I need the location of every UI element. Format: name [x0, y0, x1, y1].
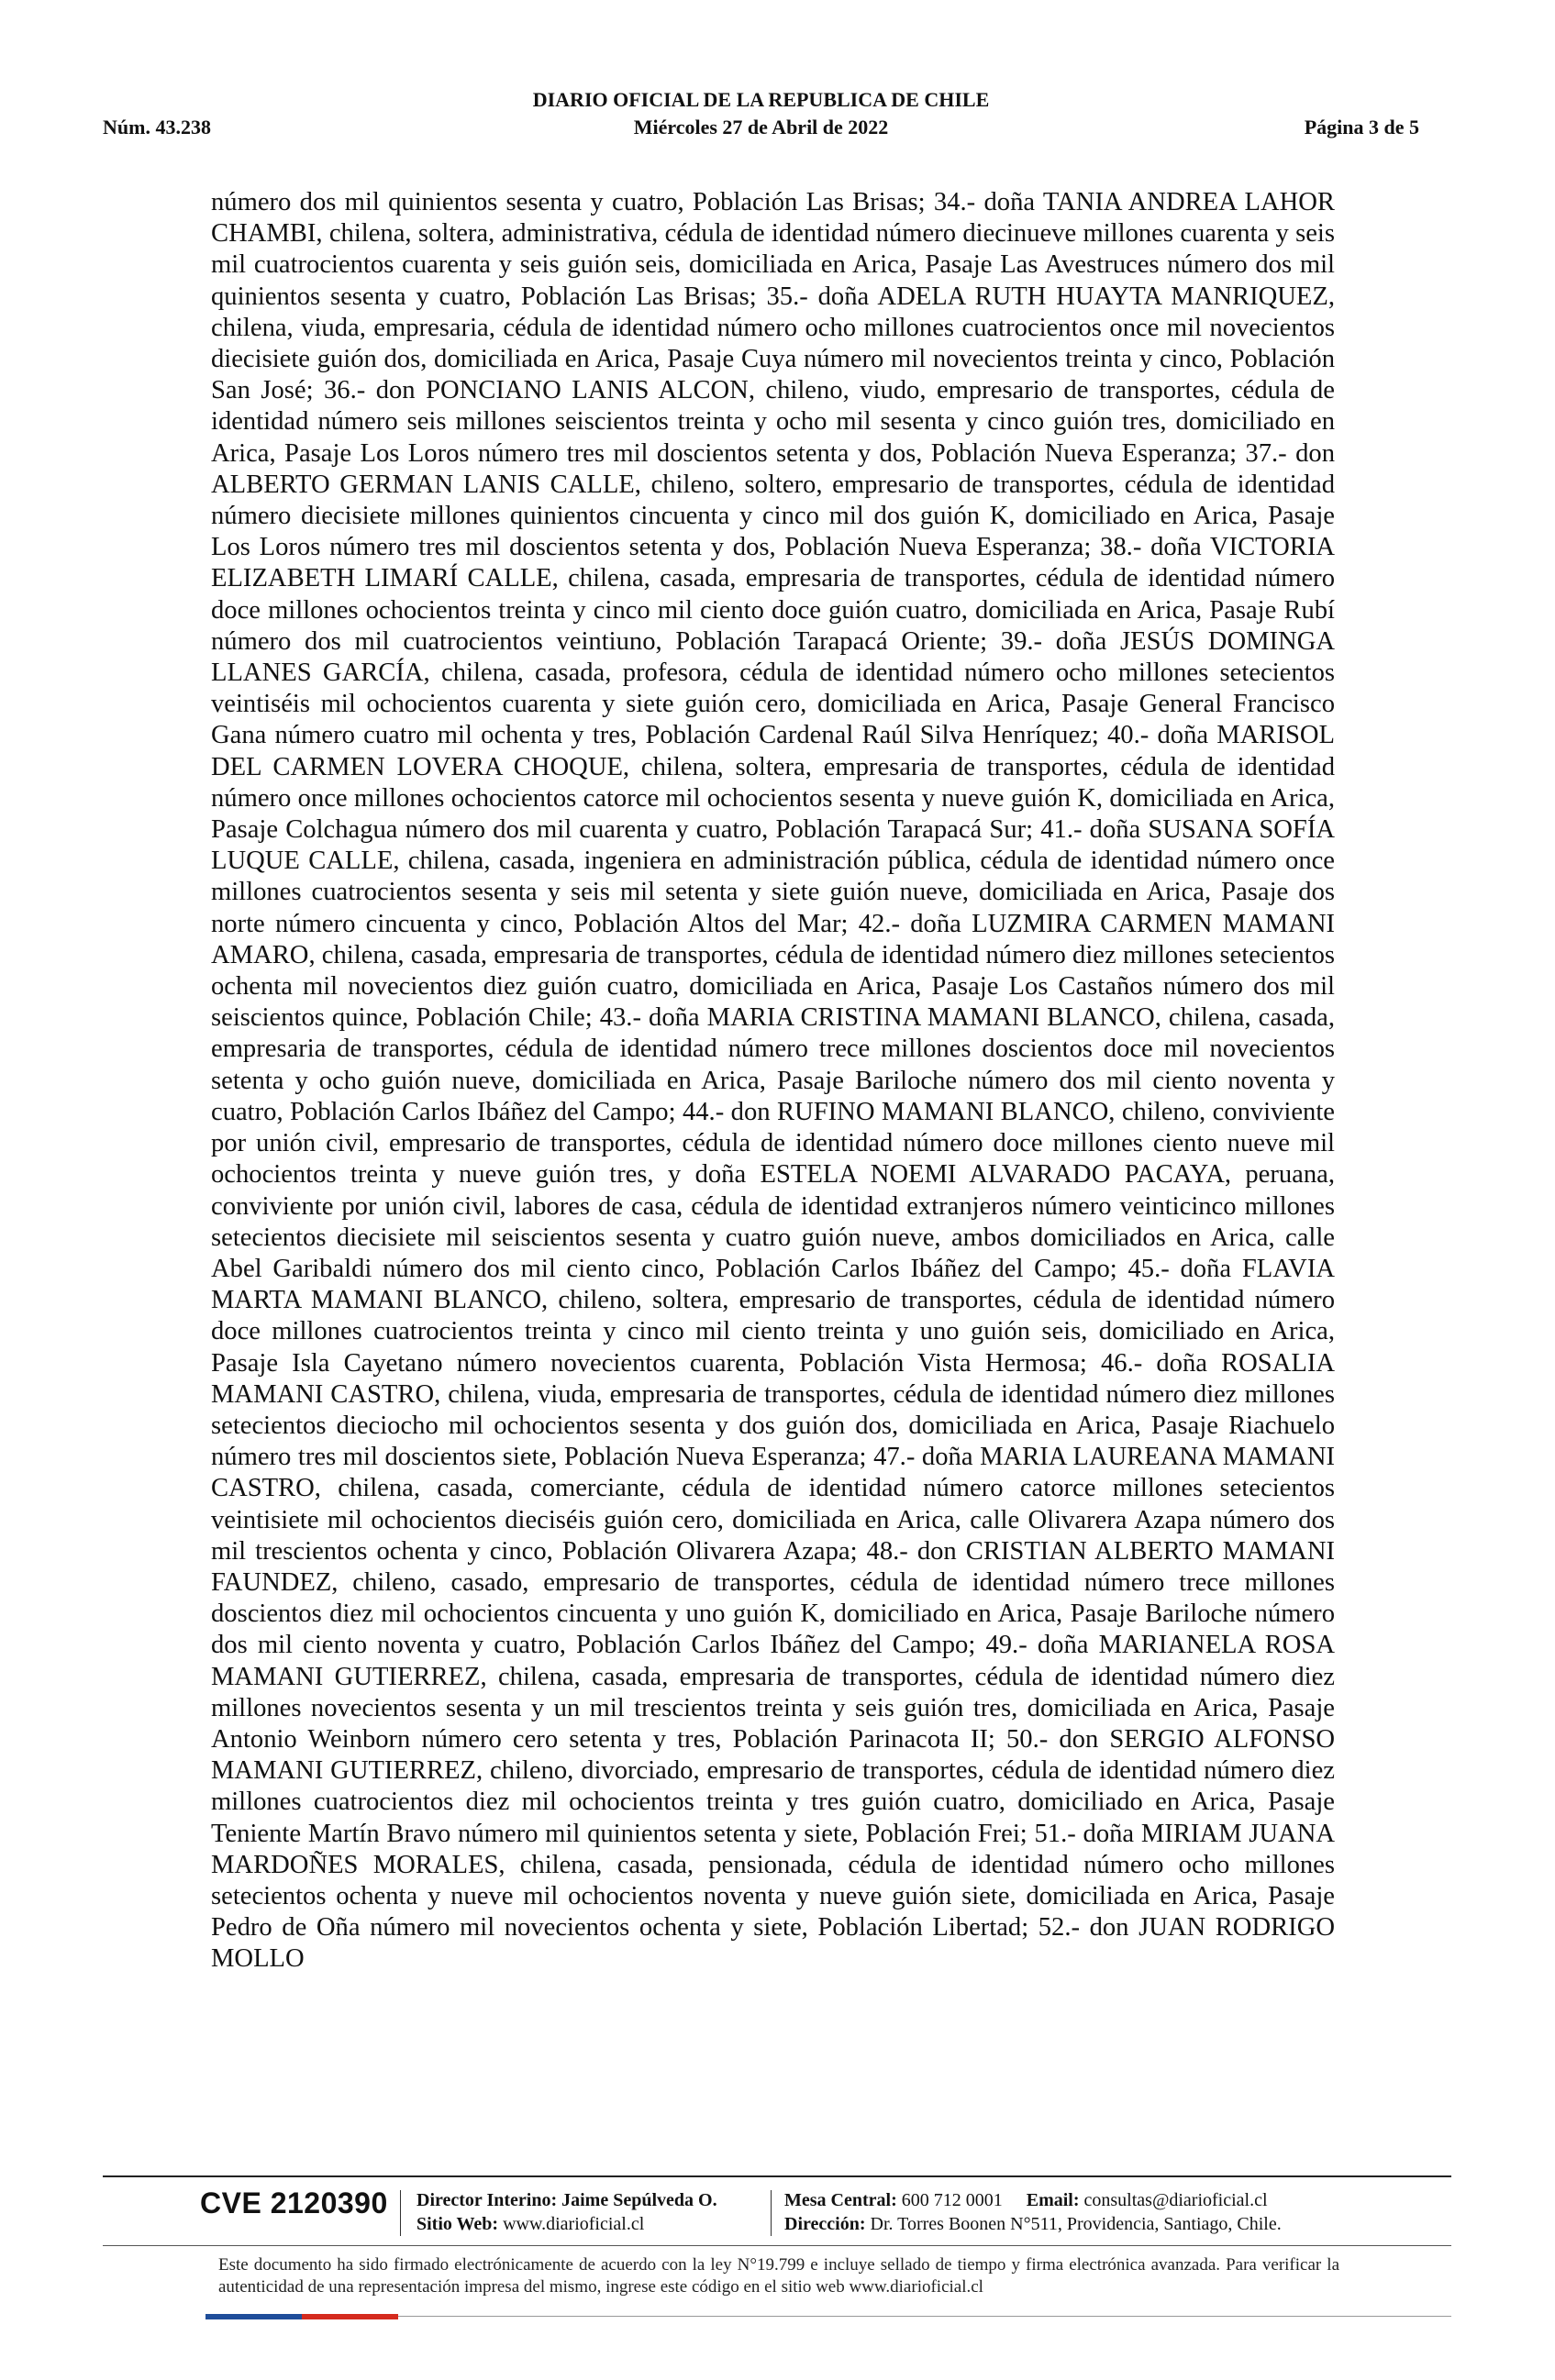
email-label: Email:: [1026, 2190, 1080, 2210]
address-label: Dirección:: [784, 2214, 866, 2234]
director-label: Director Interino:: [417, 2190, 558, 2210]
footer-divider: [103, 2245, 1451, 2246]
email-link[interactable]: consultas@diarioficial.cl: [1083, 2190, 1268, 2210]
footer-separator: [400, 2190, 401, 2236]
page-number: Página 3 de 5: [1304, 116, 1419, 138]
chile-flag-stripe: [205, 2314, 398, 2319]
cve-code: CVE 2120390: [200, 2186, 388, 2219]
director-name: Jaime Sepúlveda O.: [561, 2190, 717, 2210]
address-value: Dr. Torres Boonen N°511, Providencia, Santiago, Chile.: [870, 2214, 1282, 2234]
footer-contact-info: [784, 2188, 1282, 2236]
flag-stripe-red: [302, 2314, 398, 2319]
footer-separator: [771, 2190, 772, 2236]
bottom-divider: [398, 2316, 1451, 2317]
website-label: Sitio Web:: [417, 2214, 499, 2234]
page-header: [103, 88, 1419, 147]
signature-disclaimer: Este documento ha sido firmado electrónicamente de acuerdo con la ley N°19.799 e incluye sellado de tiempo y firma electrónica avanzada. Para verificar la autenticidad de una representación impresa del mismo, ingrese este código en el sitio web www.diarioficial.cl: [218, 2255, 1339, 2297]
body-text: número dos mil quinientos sesenta y cuatro, Población Las Brisas; 34.- doña TANIA ANDREA LAHOR CHAMBI, chilena, soltera, administrativa, cédula de identidad número diecinueve millones cuarenta y seis mil cuatrocientos cuarenta y seis guión seis, domiciliada en Arica, Pasaje Las Avestruces número dos mil quinientos sesenta y cuatro, Población Las Brisas; 35.- doña ADELA RUTH HUAYTA MANRIQUEZ, chilena, viuda, empresaria, cédula de identidad número ocho millones cuatrocientos once mil novecientos diecisiete guión dos, domiciliada en Arica, Pasaje Cuya número mil novecientos treinta y cinco, Población San José; 36.- don PONCIANO LANIS ALCON, chileno, viudo, empresario de transportes, cédula de identidad número seis millones seiscientos treinta y ocho mil sesenta y cinco guión tres, domiciliado en Arica, Pasaje Los Loros número tres mil doscientos setenta y dos, Población Nueva Esperanza; 37.- don ALBERTO GERMAN LANIS CALLE, chileno, soltero, empresario de transportes, cédula de identidad número diecisiete millones quinientos cincuenta y cinco mil dos guión K, domiciliado en Arica, Pasaje Los Loros número tres mil doscientos setenta y dos, Población Nueva Esperanza; 38.- doña VICTORIA ELIZABETH LIMARÍ CALLE, chilena, casada, empresaria de transportes, cédula de identidad número doce millones ochocientos treinta y cinco mil ciento doce guión cuatro, domiciliada en Arica, Pasaje Rubí número dos mil cuatrocientos veintiuno, Población Tarapacá Oriente; 39.- doña JESÚS DOMINGA LLANES GARCÍA, chilena, casada, profesora, cédula de identidad número ocho millones setecientos veintiséis mil ochocientos cuarenta y siete guión cero, domiciliada en Arica, Pasaje General Francisco Gana número cuatro mil ochenta y tres, Población Cardenal Raúl Silva Henríquez; 40.- doña MARISOL DEL CARMEN LOVERA CHOQUE, chilena, soltera, empresaria de transportes, cédula de identidad número once millones ochocientos catorce mil ochocientos sesenta y nueve guión K, domiciliada en Arica, Pasaje Colchagua número dos mil cuarenta y cuatro, Población Tarapacá Sur; 41.- doña SUSANA SOFÍA LUQUE CALLE, chilena, casada, ingeniera en administración pública, cédula de identidad número once millones cuatrocientos sesenta y seis mil setenta y siete guión nueve, domiciliada en Arica, Pasaje dos norte número cincuenta y cinco, Población Altos del Mar; 42.- doña LUZMIRA CARMEN MAMANI AMARO, chilena, casada, empresaria de transportes, cédula de identidad número diez millones setecientos ochenta mil novecientos diez guión cuatro, domiciliada en Arica, Pasaje Los Castaños número dos mil seiscientos quince, Población Chile; 43.- doña MARIA CRISTINA MAMANI BLANCO, chilena, casada, empresaria de transportes, cédula de identidad número trece millones doscientos doce mil novecientos setenta y ocho guión nueve, domiciliada en Arica, Pasaje Bariloche número dos mil ciento noventa y cuatro, Población Carlos Ibáñez del Campo; 44.- don RUFINO MAMANI BLANCO, chileno, conviviente por unión civil, empresario de transportes, cédula de identidad número doce millones ciento nueve mil ochocientos treinta y nueve guión tres, y doña ESTELA NOEMI ALVARADO PACAYA, peruana, conviviente por unión civil, labores de casa, cédula de identidad extranjeros número veinticinco millones setecientos diecisiete mil seiscientos sesenta y cuatro guión nueve, ambos domiciliados en Arica, calle Abel Garibaldi número dos mil ciento cinco, Población Carlos Ibáñez del Campo; 45.- doña FLAVIA MARTA MAMANI BLANCO, chileno, soltera, empresario de transportes, cédula de identidad número doce millones cuatrocientos treinta y cinco mil ciento treinta y uno guión seis, domiciliado en Arica, Pasaje Isla Cayetano número novecientos cuarenta, Población Vista Hermosa; 46.- doña ROSALIA MAMANI CASTRO, chilena, viuda, empresaria de transportes, cédula de identidad número diez millones setecientos dieciocho mil ochocientos sesenta y dos guión dos, domiciliada en Arica, Pasaje Riachuelo número tres mil doscientos siete, Población Nueva Esperanza; 47.- doña MARIA LAUREANA MAMANI CASTRO, chilena, casada, comerciante, cédula de identidad número catorce millones setecientos veintisiete mil ochocientos dieciséis guión cero, domiciliada en Arica, calle Olivarera Azapa número dos mil trescientos ochenta y cinco, Población Olivarera Azapa; 48.- don CRISTIAN ALBERTO MAMANI FAUNDEZ, chileno, casado, empresario de transportes, cédula de identidad número trece millones doscientos diez mil ochocientos cincuenta y uno guión K, domiciliado en Arica, Pasaje Bariloche número dos mil ciento noventa y cuatro, Población Carlos Ibáñez del Campo; 49.- doña MARIANELA ROSA MAMANI GUTIERREZ, chilena, casada, empresaria de transportes, cédula de identidad número diez millones novecientos sesenta y un mil trescientos treinta y seis guión tres, domiciliada en Arica, Pasaje Antonio Weinborn número cero setenta y tres, Población Parinacota II; 50.- don SERGIO ALFONSO MAMANI GUTIERREZ, chileno, divorciado, empresario de transportes, cédula de identidad número diez millones cuatrocientos diez mil ochocientos treinta y tres guión cuatro, domiciliado en Arica, Pasaje Teniente Martín Bravo número mil quinientos setenta y siete, Población Frei; 51.- doña MIRIAM JUANA MARDOÑES MORALES, chilena, casada, pensionada, cédula de identidad número ocho millones setecientos ochenta y nueve mil ochocientos noventa y nueve guión siete, domiciliada en Arica, Pasaje Pedro de Oña número mil novecientos ochenta y siete, Población Libertad; 52.- don JUAN RODRIGO MOLLO: [211, 188, 1335, 1974]
flag-stripe-blue: [205, 2314, 302, 2319]
issue-date: Miércoles 27 de Abril de 2022: [633, 116, 889, 138]
phone-label: Mesa Central:: [784, 2190, 897, 2210]
gazette-title: DIARIO OFICIAL DE LA REPUBLICA DE CHILE: [532, 88, 990, 111]
website-link[interactable]: www.diarioficial.cl: [503, 2214, 645, 2234]
phone-value: 600 712 0001: [901, 2190, 1003, 2210]
footer-divider: [103, 2175, 1451, 2177]
footer-editorial-info: [417, 2188, 717, 2236]
issue-number: Núm. 43.238: [103, 116, 211, 138]
